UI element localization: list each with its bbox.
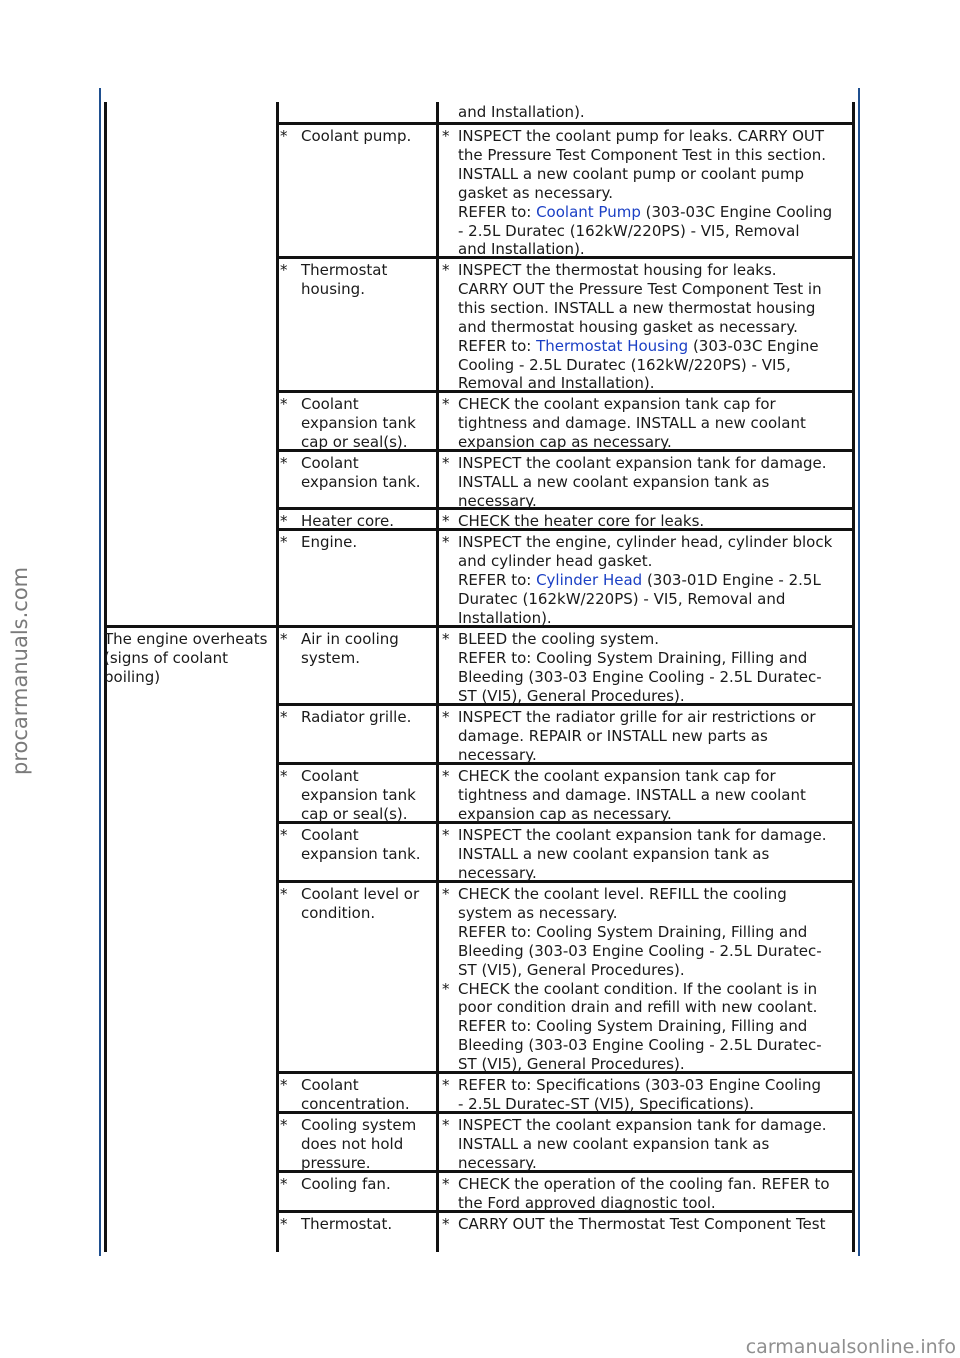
cause-line: expansion tank	[301, 413, 416, 432]
bullet-marker: *	[280, 767, 288, 785]
cause-line: Radiator grille.	[301, 708, 412, 726]
action-line	[449, 571, 851, 590]
symptom-cell	[104, 630, 267, 687]
action-text: INSPECT the coolant expansion tank for damage.	[458, 1116, 827, 1134]
action-line	[449, 845, 851, 864]
action-text: necessary.	[458, 745, 537, 764]
cause-cell	[280, 1215, 432, 1234]
action-line	[449, 1175, 851, 1194]
cause-line: Coolant	[301, 454, 359, 472]
cause-cell	[280, 826, 432, 864]
action-line	[449, 454, 851, 473]
reference-link[interactable]: Coolant Pump	[536, 202, 641, 221]
bullet-marker: *	[442, 454, 450, 472]
cause-cell	[280, 127, 432, 146]
cause-cell	[280, 630, 432, 668]
action-line	[449, 473, 851, 492]
bullet-marker: *	[442, 512, 450, 530]
action-text: the Pressure Test Component Test in this section.	[458, 145, 827, 164]
action-line	[449, 1017, 851, 1036]
cause-line: expansion tank.	[301, 472, 421, 491]
bullet-marker: *	[280, 533, 288, 551]
bullet-marker: *	[280, 1076, 288, 1094]
cause-line: expansion tank.	[301, 844, 421, 863]
action-cell	[442, 630, 851, 706]
bullet-marker: *	[442, 979, 450, 998]
action-line	[449, 923, 851, 942]
bullet-marker: *	[442, 1215, 450, 1233]
action-line	[449, 492, 851, 511]
action-line	[449, 1076, 851, 1095]
cause-cell	[280, 395, 432, 452]
action-text: and Installation).	[458, 103, 585, 121]
cause-line: system.	[301, 648, 360, 667]
action-cell	[442, 826, 851, 883]
cause-cell	[280, 885, 432, 923]
bullet-marker: *	[280, 885, 288, 903]
action-text: this section. INSTALL a new thermostat housing	[458, 298, 816, 317]
action-cell	[449, 103, 851, 122]
cause-cell	[280, 533, 432, 552]
cause-line: Air in cooling	[301, 630, 399, 648]
action-line	[449, 826, 851, 845]
action-text: necessary.	[458, 491, 537, 510]
cause-cell	[280, 708, 432, 727]
reference-link[interactable]: Thermostat Housing	[536, 336, 689, 355]
bullet-marker: *	[280, 826, 288, 844]
action-text: - 2.5L Duratec-ST (VI5), Specifications).	[458, 1094, 755, 1113]
action-line	[449, 1116, 851, 1135]
action-line	[449, 1215, 851, 1234]
cause-line: Coolant	[301, 767, 359, 785]
cause-cell	[280, 1175, 432, 1194]
action-cell	[442, 979, 851, 1075]
action-line	[449, 980, 851, 999]
page-border-right	[858, 88, 860, 1256]
action-text: BLEED the cooling system.	[458, 630, 660, 648]
action-text: ST (VI5), General Procedures).	[458, 686, 685, 705]
action-cell	[442, 1215, 851, 1234]
cause-line: Thermostat	[301, 261, 388, 279]
action-text: Cooling - 2.5L Duratec (162kW/220PS) - VI5,	[458, 355, 791, 374]
action-cell	[442, 1076, 851, 1114]
action-cell	[442, 261, 851, 393]
action-line	[449, 337, 851, 356]
action-line	[449, 1154, 851, 1173]
action-line	[449, 222, 851, 241]
bullet-marker: *	[442, 1076, 450, 1094]
action-line	[449, 649, 851, 668]
action-line	[449, 590, 851, 609]
action-text: CHECK the heater core for leaks.	[458, 512, 705, 530]
action-text: tightness and damage. INSTALL a new coolant	[458, 785, 806, 804]
action-text: - 2.5L Duratec (162kW/220PS) - VI5, Removal	[458, 221, 800, 240]
action-line	[449, 609, 851, 628]
side-watermark: procarmanuals.com	[8, 566, 32, 775]
action-line	[449, 512, 851, 531]
action-text: damage. REPAIR or INSTALL new parts as	[458, 726, 768, 745]
action-text: tightness and damage. INSTALL a new coolant	[458, 413, 806, 432]
cause-cell	[280, 1076, 432, 1114]
symptom-line: The engine overheats	[104, 630, 268, 648]
action-cell	[442, 395, 851, 452]
action-line	[449, 885, 851, 904]
action-cell	[442, 767, 851, 824]
action-line	[449, 1135, 851, 1154]
page-border-left	[99, 88, 101, 1256]
bullet-marker: *	[442, 767, 450, 785]
action-cell	[442, 885, 851, 980]
action-text: ST (VI5), General Procedures).	[458, 960, 685, 979]
cause-cell	[280, 261, 432, 299]
action-text: INSPECT the engine, cylinder head, cylinder block	[458, 533, 833, 551]
reference-link[interactable]: Cylinder Head	[536, 570, 643, 589]
bullet-marker: *	[280, 1116, 288, 1134]
action-line	[449, 668, 851, 687]
action-line	[449, 356, 851, 375]
bullet-marker: *	[280, 127, 288, 145]
action-line	[449, 299, 851, 318]
action-text: INSPECT the thermostat housing for leaks.	[458, 261, 777, 279]
bullet-marker: *	[442, 826, 450, 844]
cause-line: Engine.	[301, 533, 358, 551]
action-text: CHECK the coolant condition. If the coolant is in	[458, 979, 818, 998]
action-line	[449, 318, 851, 337]
bullet-marker: *	[280, 1175, 288, 1193]
action-line	[449, 786, 851, 805]
bullet-marker: *	[442, 127, 450, 145]
action-line	[449, 165, 851, 184]
action-text: REFER to:	[458, 570, 537, 589]
action-line	[449, 184, 851, 203]
action-line	[449, 961, 851, 980]
action-cell	[442, 1116, 851, 1173]
action-line	[449, 280, 851, 299]
action-text: REFER to: Cooling System Draining, Filling and	[458, 648, 808, 667]
action-line	[449, 687, 851, 706]
action-text: REFER to:	[458, 336, 537, 355]
cause-cell	[280, 1116, 432, 1173]
bullet-marker: *	[442, 1116, 450, 1134]
action-text: Installation).	[458, 608, 552, 627]
action-line	[449, 767, 851, 786]
cause-line: concentration.	[301, 1094, 410, 1113]
action-text: INSPECT the radiator grille for air restrictions or	[458, 708, 816, 726]
action-text: CARRY OUT the Pressure Test Component Test in	[458, 279, 822, 298]
cause-line: Coolant level or	[301, 885, 420, 903]
action-line	[449, 374, 851, 393]
action-text: Bleeding (303-03 Engine Cooling - 2.5L Duratec-	[458, 1036, 822, 1055]
action-line	[449, 998, 851, 1017]
bullet-marker: *	[280, 512, 288, 530]
action-text: INSPECT the coolant pump for leaks. CARRY OUT	[458, 127, 825, 145]
action-line	[449, 630, 851, 649]
action-line	[449, 708, 851, 727]
action-text: ST (VI5), General Procedures).	[458, 1055, 685, 1074]
cause-line: Coolant pump.	[301, 127, 412, 145]
action-text: CHECK the coolant level. REFILL the cooling	[458, 885, 787, 903]
action-line	[449, 904, 851, 923]
action-line	[449, 805, 851, 824]
bullet-marker: *	[442, 261, 450, 279]
cause-line: Cooling system	[301, 1116, 417, 1134]
bullet-marker: *	[442, 630, 450, 648]
cause-line: Heater core.	[301, 512, 395, 530]
action-line	[449, 203, 851, 222]
cause-line: cap or seal(s).	[301, 804, 408, 823]
action-text: (303-01D Engine - 2.5L	[642, 570, 821, 589]
action-text: system as necessary.	[458, 903, 618, 922]
action-text: gasket as necessary.	[458, 183, 614, 202]
action-text: INSTALL a new coolant expansion tank as	[458, 1134, 770, 1153]
action-cell	[442, 454, 851, 511]
action-line	[449, 103, 851, 122]
cause-line: cap or seal(s).	[301, 432, 408, 451]
bullet-marker: *	[280, 1215, 288, 1233]
action-text: INSPECT the coolant expansion tank for damage.	[458, 454, 827, 472]
action-line	[449, 414, 851, 433]
action-text: INSTALL a new coolant expansion tank as	[458, 472, 770, 491]
action-text: CHECK the operation of the cooling fan. REFER to	[458, 1175, 830, 1193]
action-text: poor condition drain and refill with new coolant.	[458, 998, 818, 1017]
cause-line: Cooling fan.	[301, 1175, 391, 1193]
action-text: (303-03C Engine	[688, 336, 819, 355]
table-rule-col2	[436, 102, 439, 1252]
action-text: and Installation).	[458, 240, 585, 259]
cause-line: pressure.	[301, 1153, 371, 1172]
bullet-marker: *	[442, 885, 450, 903]
cause-line: does not hold	[301, 1134, 404, 1153]
action-line	[449, 533, 851, 552]
action-cell	[442, 533, 851, 628]
action-text: the Ford approved diagnostic tool.	[458, 1193, 716, 1212]
action-cell	[442, 1175, 851, 1213]
action-text: INSTALL a new coolant pump or coolant pump	[458, 164, 805, 183]
action-text: expansion cap as necessary.	[458, 804, 672, 823]
bullet-marker: *	[280, 395, 288, 413]
action-text: necessary.	[458, 1153, 537, 1172]
action-line	[449, 395, 851, 414]
action-text: REFER to: Cooling System Draining, Filling and	[458, 1017, 808, 1036]
bullet-marker: *	[442, 1175, 450, 1193]
row-divider	[276, 122, 855, 125]
bottom-watermark: carmanualsonline.info	[745, 1336, 956, 1358]
action-text: CHECK the coolant expansion tank cap for	[458, 395, 776, 413]
action-text: CARRY OUT the Thermostat Test Component Test	[458, 1215, 826, 1233]
action-cell	[442, 127, 851, 259]
bullet-marker: *	[280, 708, 288, 726]
table-rule-col1	[276, 102, 279, 1252]
action-line	[449, 261, 851, 280]
bullet-marker: *	[280, 630, 288, 648]
action-text: REFER to: Cooling System Draining, Filling and	[458, 922, 808, 941]
action-line	[449, 1194, 851, 1213]
action-line	[449, 552, 851, 571]
symptom-line: boiling)	[104, 667, 161, 686]
action-line	[449, 864, 851, 883]
action-line	[449, 127, 851, 146]
symptom-line: (signs of coolant	[104, 648, 229, 667]
action-line	[449, 433, 851, 452]
action-line	[449, 746, 851, 765]
action-line	[449, 240, 851, 259]
action-text: and thermostat housing gasket as necessary.	[458, 317, 798, 336]
action-text: INSPECT the coolant expansion tank for damage.	[458, 826, 827, 844]
cause-line: Thermostat.	[301, 1215, 393, 1233]
action-cell	[442, 708, 851, 765]
action-text: REFER to:	[458, 202, 537, 221]
cause-line: condition.	[301, 903, 376, 922]
cause-cell	[280, 454, 432, 492]
action-text: Bleeding (303-03 Engine Cooling - 2.5L Duratec-	[458, 667, 822, 686]
action-text: Bleeding (303-03 Engine Cooling - 2.5L Duratec-	[458, 941, 822, 960]
action-line	[449, 1036, 851, 1055]
bullet-marker: *	[280, 261, 288, 279]
bullet-marker: *	[442, 533, 450, 551]
action-text: INSTALL a new coolant expansion tank as	[458, 844, 770, 863]
action-text: necessary.	[458, 863, 537, 882]
cause-cell	[280, 512, 432, 531]
action-line	[449, 146, 851, 165]
action-text: CHECK the coolant expansion tank cap for	[458, 767, 776, 785]
action-text: REFER to: Specifications (303-03 Engine Cooling	[458, 1076, 822, 1094]
cause-line: Coolant	[301, 1076, 359, 1094]
table-rule-right	[852, 102, 855, 1252]
bullet-marker: *	[442, 395, 450, 413]
cause-line: Coolant	[301, 395, 359, 413]
action-text: and cylinder head gasket.	[458, 551, 653, 570]
action-text: Removal and Installation).	[458, 374, 655, 393]
action-line	[449, 1095, 851, 1114]
cause-line: expansion tank	[301, 785, 416, 804]
action-text: (303-03C Engine Cooling	[640, 202, 833, 221]
action-cell	[442, 512, 851, 531]
cause-line: housing.	[301, 279, 365, 298]
cause-cell	[280, 767, 432, 824]
action-line	[449, 727, 851, 746]
bullet-marker: *	[280, 454, 288, 472]
action-text: expansion cap as necessary.	[458, 432, 672, 451]
bullet-marker: *	[442, 708, 450, 726]
action-line	[449, 1055, 851, 1074]
action-text: Duratec (162kW/220PS) - VI5, Removal and	[458, 589, 786, 608]
cause-line: Coolant	[301, 826, 359, 844]
action-line	[449, 942, 851, 961]
